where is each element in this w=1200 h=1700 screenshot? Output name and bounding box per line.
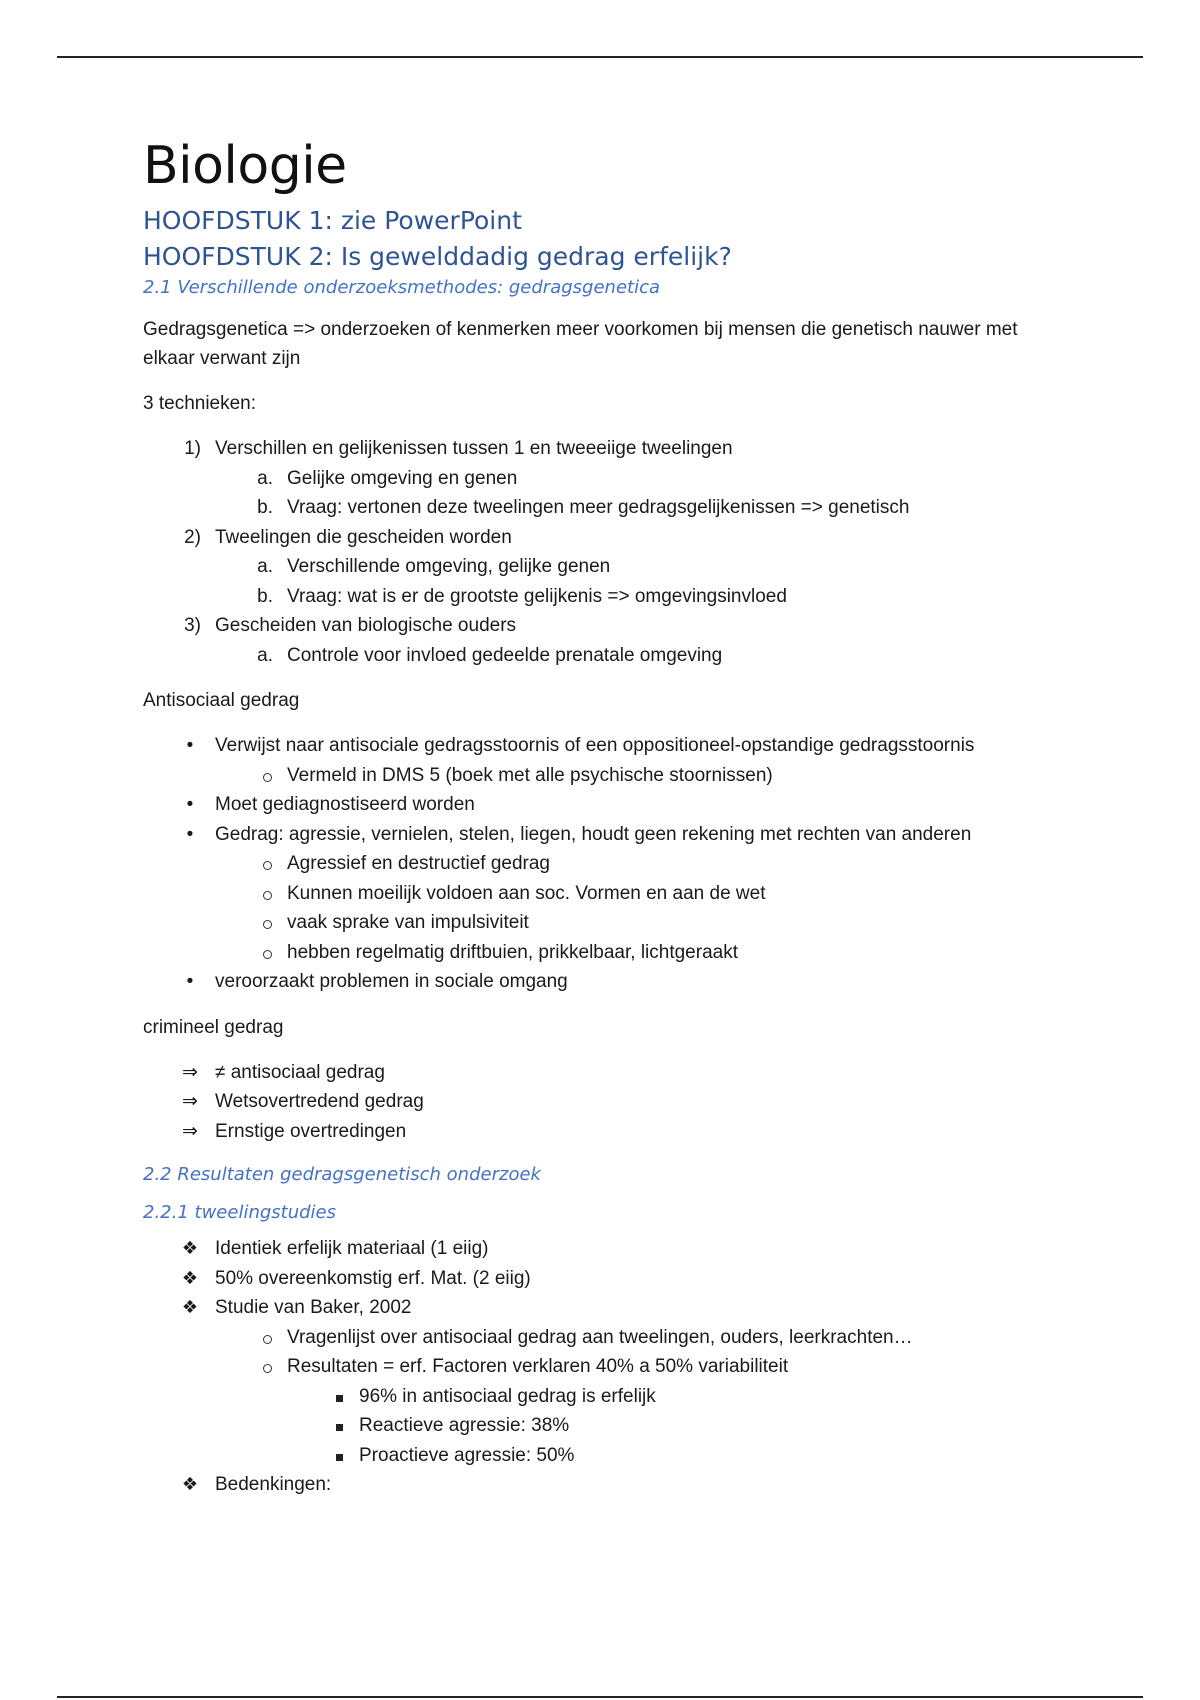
diamond-bullet-icon: ❖ [181, 1238, 199, 1258]
list-item: ❖ Bedenkingen: [143, 1470, 1063, 1500]
top-rule [57, 56, 1143, 58]
criminal-list [143, 1058, 1063, 1147]
chapter-2-heading: HOOFDSTUK 2: Is gewelddadig gedrag erfelijk? [143, 242, 732, 271]
square-bullet-icon [327, 1382, 351, 1412]
list-item: • Gedrag: agressie, vernielen, stelen, liegen, houdt geen rekening met rechten van anderen [143, 820, 1063, 850]
twin-studies-list [143, 1234, 1063, 1500]
list-item: ⇒ ≠ antisociaal gedrag [143, 1058, 1063, 1088]
list-item: a. Gelijke omgeving en genen [257, 467, 518, 489]
list-item: ⇒ Ernstige overtredingen [143, 1117, 1063, 1147]
list-item: Proactieve agressie: 50% [143, 1441, 1063, 1471]
list-item: b. Vraag: wat is er de grootste gelijkenis => omgevingsinvloed [257, 585, 787, 607]
arrow-icon: ⇒ [182, 1061, 198, 1083]
list-item: 96% in antisociaal gedrag is erfelijk [143, 1382, 1063, 1412]
list-item: hebben regelmatig driftbuien, prikkelbaar, lichtgeraakt [143, 938, 1063, 968]
square-bullet-icon [327, 1411, 351, 1441]
list-item: ❖ Studie van Baker, 2002 [143, 1293, 1063, 1323]
diamond-bullet-icon: ❖ [181, 1297, 199, 1317]
antisocial-label: Antisociaal gedrag [143, 690, 300, 711]
list-item: b. Vraag: vertonen deze tweelingen meer gedragsgelijkenissen => genetisch [257, 497, 910, 518]
list-item: Resultaten = erf. Factoren verklaren 40% a 50% variabiliteit [143, 1352, 1063, 1382]
list-item: ❖ 50% overeenkomstig erf. Mat. (2 eiig) [143, 1264, 1063, 1294]
list-item: a. Controle voor invloed gedeelde prenatale omgeving [257, 644, 723, 666]
circle-bullet-icon [255, 761, 279, 792]
bullet-icon: • [186, 971, 194, 992]
diamond-bullet-icon: ❖ [181, 1267, 199, 1288]
list-item: • Verwijst naar antisociale gedragsstoornis of een oppositioneel-opstandige gedragsstoornis [143, 731, 1063, 761]
section-2-2-1-heading: 2.2.1 tweelingstudies [143, 1202, 337, 1223]
circle-bullet-icon [255, 908, 279, 939]
list-item: vaak sprake van impulsiviteit [143, 908, 1063, 938]
list-item: Reactieve agressie: 38% [143, 1411, 1063, 1441]
antisocial-list [143, 731, 1063, 997]
list-item: a. Verschillende omgeving, gelijke genen [257, 556, 611, 577]
criminal-label: crimineel gedrag [143, 1016, 284, 1038]
list-item: ❖ Identiek erfelijk materiaal (1 eiig) [143, 1234, 1063, 1264]
circle-bullet-icon [255, 1323, 279, 1354]
bottom-rule [57, 1696, 1143, 1698]
arrow-icon: ⇒ [182, 1120, 198, 1142]
section-2-2-heading: 2.2 Resultaten gedragsgenetisch onderzoek [143, 1164, 541, 1185]
list-item: Kunnen moeilijk voldoen aan soc. Vormen en aan de wet [143, 879, 1063, 909]
definition-paragraph: Gedragsgenetica => onderzoeken of kenmerken meer voorkomen bij mensen die genetisch nauwer met elkaar verwant zijn [143, 319, 1018, 369]
list-item: Vragenlijst over antisociaal gedrag aan tweelingen, ouders, leerkrachten… [143, 1323, 1063, 1353]
circle-bullet-icon [255, 879, 279, 910]
chapter-1-heading: HOOFDSTUK 1: zie PowerPoint [143, 206, 522, 235]
list-item: 3) Gescheiden van biologische ouders [184, 615, 517, 636]
arrow-icon: ⇒ [182, 1091, 198, 1112]
list-item: • veroorzaakt problemen in sociale omgang [143, 967, 1063, 997]
document-title: Biologie [143, 136, 347, 196]
bullet-icon: • [186, 823, 194, 845]
bullet-icon: • [186, 735, 194, 756]
list-item: Vermeld in DMS 5 (boek met alle psychische stoornissen) [143, 761, 1063, 791]
list-item: 2) Tweelingen die gescheiden worden [184, 526, 512, 548]
techniques-list [143, 434, 1063, 670]
document-page [143, 136, 1063, 1516]
circle-bullet-icon [255, 849, 279, 880]
section-2-1-heading: 2.1 Verschillende onderzoeksmethodes: gedragsgenetica [143, 277, 661, 298]
techniques-label: 3 technieken: [143, 393, 257, 414]
list-item: Agressief en destructief gedrag [143, 849, 1063, 879]
list-item: ⇒ Wetsovertredend gedrag [143, 1087, 1063, 1117]
list-item: • Moet gediagnostiseerd worden [143, 790, 1063, 820]
circle-bullet-icon [255, 1352, 279, 1383]
bullet-icon: • [186, 794, 194, 815]
list-item: 1) Verschillen en gelijkenissen tussen 1 en tweeeiige tweelingen [184, 438, 733, 459]
square-bullet-icon [327, 1441, 351, 1471]
diamond-bullet-icon: ❖ [181, 1474, 199, 1494]
circle-bullet-icon [255, 938, 279, 969]
